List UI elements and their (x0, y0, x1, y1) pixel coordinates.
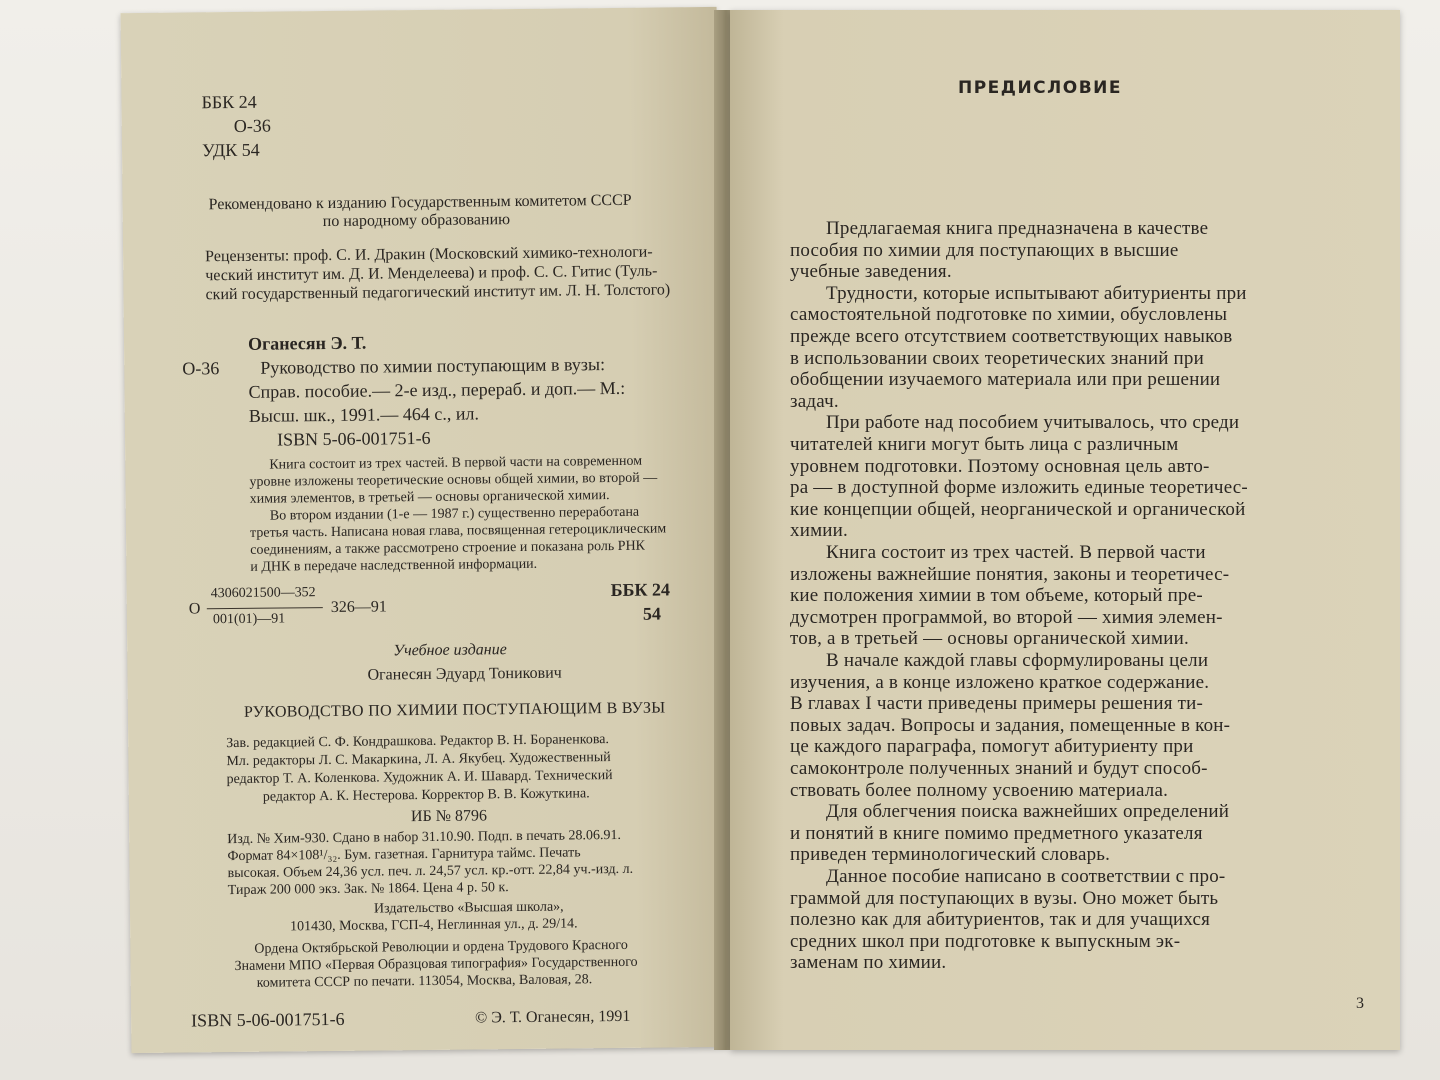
recommended-line-2: по народному образованию (322, 211, 511, 231)
preface-line: Данное пособие написано в соответствии с про- (826, 866, 1226, 887)
preface-line: Трудности, которые испытывают абитуриенты при (826, 282, 1247, 304)
right-page (730, 10, 1400, 1050)
printer-line-3: комитета СССР по печати. 113054, Москва, Валовая, 28. (256, 972, 593, 991)
ib-number: ИБ № 8796 (410, 807, 488, 826)
page-number: 3 (1356, 995, 1364, 1012)
preface-line: задач. (790, 390, 839, 412)
abstract-line-2: уровне изложены теоретические основы общей химии, во второй — (249, 470, 658, 490)
code-top: 4306021500—352 (210, 585, 316, 602)
abstract-line-5: третья часть. Написана новая глава, посвященная гетероциклическим (249, 521, 667, 541)
preface-line: и понятий в книге помимо предметного указателя (790, 822, 1203, 844)
bbk-code: ББК 24 (201, 91, 257, 113)
abstract-line-7: и ДНК в передаче наследственной информации. (250, 556, 538, 575)
print-info-line-2: Формат 84×108¹/₃₂. Бум. газетная. Гарнитура таймс. Печать (227, 845, 581, 865)
preface-line: Предлагаемая книга предназначена в качестве (826, 218, 1209, 239)
preface-line: в использовании своих теоретических знаний при (790, 347, 1204, 369)
printer-line-2: Знамени МПО «Первая Образцовая типография» Государственного (234, 954, 638, 975)
preface-line: обобщении изучаемого материала или при решении (790, 369, 1221, 391)
open-book (118, 10, 1408, 1060)
bbk-bottom-54: 54 (642, 603, 661, 624)
preface-line: В главах I части приведены примеры решения ти- (790, 693, 1204, 715)
preface-line: це каждого параграфа, помогут абитуриенту при (790, 736, 1194, 758)
catalog-code: О-36 (182, 358, 220, 379)
abstract-line-1: Книга состоит из трех частей. В первой части на современном (269, 453, 643, 473)
catalog-isbn: ISBN 5-06-001751-6 (276, 427, 431, 450)
publisher-line-1: Издательство «Высшая школа», (373, 899, 564, 917)
editors-line-3: редактор Т. А. Коленкова. Художник А. И. Шавард. Технический (226, 768, 613, 788)
print-info-line-1: Изд. № Хим-930. Сдано в набор 31.10.90. Подп. в печать 28.06.91. (227, 827, 622, 848)
preface-line: химии. (790, 520, 848, 542)
preface-line: заменам по химии. (790, 952, 947, 974)
preface-line: граммой для поступающих в вузы. Оно может быть (790, 887, 1219, 909)
preface-line: ра — в доступной форме изложить единые теоретичес- (790, 477, 1248, 499)
preface-line: ствовать более полному усвоению материала. (790, 779, 1169, 801)
preface-line: читателей книги могут быть лица с различным (790, 434, 1179, 455)
editors-line-4: редактор А. К. Нестерова. Корректор В. В. Кожуткина. (262, 786, 590, 805)
abstract-line-4: Во втором издании (1-е — 1987 г.) существенно переработана (269, 504, 640, 524)
reviewers-line-2: ческий институт им. Д. И. Менделеева) и проф. С. С. Гитис (Туль- (205, 262, 658, 285)
bbk-bottom: ББК 24 (610, 579, 671, 601)
catalog-line-2: Справ. пособие.— 2-е изд., перераб. и доп.— М.: (248, 377, 626, 402)
preface-line: изучения, а в конце изложено краткое содержание. (790, 671, 1210, 693)
printer-line-1: Ордена Октябрьской Революции и ордена Трудового Красного (254, 937, 628, 957)
publisher-line-2: 101430, Москва, ГСП-4, Неглинная ул., д. 29/14. (290, 916, 578, 935)
preface-line: В начале каждой главы сформулированы цели (826, 650, 1209, 671)
print-info-line-3: высокая. Объем 24,36 усл. печ. л. 24,57 усл. кр.-отт. 22,84 уч.-изд. л. (227, 861, 634, 882)
code-o: О (188, 600, 201, 618)
copyright: © Э. Т. Оганесян, 1991 (475, 1007, 631, 1027)
udk-code: УДК 54 (201, 139, 260, 161)
preface-line: Для облегчения поиска важнейших определений (826, 801, 1230, 823)
catalog-line-1: Руководство по химии поступающим в вузы: (260, 354, 606, 378)
editors-line-1: Зав. редакцией С. Ф. Кондрашкова. Редактор В. Н. Бораненкова. (226, 732, 610, 752)
preface-line: тов, а в третьей — основы органической химии. (790, 628, 1189, 650)
catalog-line-3: Высш. шк., 1991.— 464 с., ил. (248, 403, 480, 426)
preface-line: При работе над пособием учитывалось, что среди (826, 412, 1240, 434)
preface-line: самоконтроле полученных знаний и будут способ- (790, 758, 1208, 779)
author-fullname: Оганесян Эдуард Тоникович (367, 664, 562, 684)
left-page (121, 7, 728, 1053)
preface-line: средних школ при подготовке к выпускным эк- (790, 930, 1181, 952)
preface-line: кие положения химии в том объеме, который пре- (790, 585, 1203, 607)
code-right: 326—91 (330, 598, 387, 616)
edu-label: Учебное издание (393, 641, 507, 660)
isbn-bottom: ISBN 5-06-001751-6 (191, 1008, 345, 1031)
preface-heading: ПРЕДИСЛОВИЕ (958, 78, 1123, 98)
preface-line: уровнем подготовки. Поэтому основная цель авто- (790, 455, 1210, 477)
print-info-line-4: Тираж 200 000 экз. Зак. № 1864. Цена 4 р. 50 к. (227, 880, 509, 899)
preface-line: изложены важнейшие понятия, законы и теоретичес- (790, 563, 1230, 585)
preface-line: пособия по химии для поступающих в высшие (790, 239, 1179, 261)
preface-line: полезно как для абитуриентов, так и для учащихся (790, 909, 1211, 931)
code-fraction-line (207, 607, 323, 609)
reviewers-line-3: ский государственный педагогический институт им. Л. Н. Толстого) (205, 281, 671, 304)
recommended-line-1: Рекомендовано к изданию Государственным комитетом СССР (208, 191, 632, 214)
preface-line: дусмотрен программой, во второй — химия элемен- (790, 606, 1223, 628)
abstract-line-6: соединениям, а также рассмотрено строение и показана роль РНК (250, 538, 646, 558)
abstract-line-3: химия элементов, в третьей — основы органической химии. (249, 488, 610, 507)
preface-line: учебные заведения. (790, 261, 952, 283)
code-bottom: 001(01)—91 (212, 611, 286, 628)
preface-line: Книга состоит из трех частей. В первой части (826, 542, 1206, 563)
editors-line-2: Мл. редакторы Л. С. Макаркина, Л. А. Якубец. Художественный (226, 750, 611, 770)
title-caps: РУКОВОДСТВО ПО ХИМИИ ПОСТУПАЮЩИМ В ВУЗЫ (243, 699, 666, 721)
preface-line: повых задач. Вопросы и задания, помещенные в кон- (790, 714, 1231, 736)
author-name: Оганесян Э. Т. (247, 332, 367, 354)
o36-code: О-36 (233, 115, 271, 136)
reviewers-line-1: Рецензенты: проф. С. И. Дракин (Московский химико-технологи- (205, 243, 653, 266)
preface-line: самостоятельной подготовке по химии, обусловлены (790, 304, 1228, 326)
preface-line: прежде всего отсутствием соответствующих навыков (790, 326, 1233, 347)
preface-line: кие концепции общей, неорганической и органической (790, 498, 1246, 520)
preface-line: приведен терминологический словарь. (790, 844, 1111, 866)
